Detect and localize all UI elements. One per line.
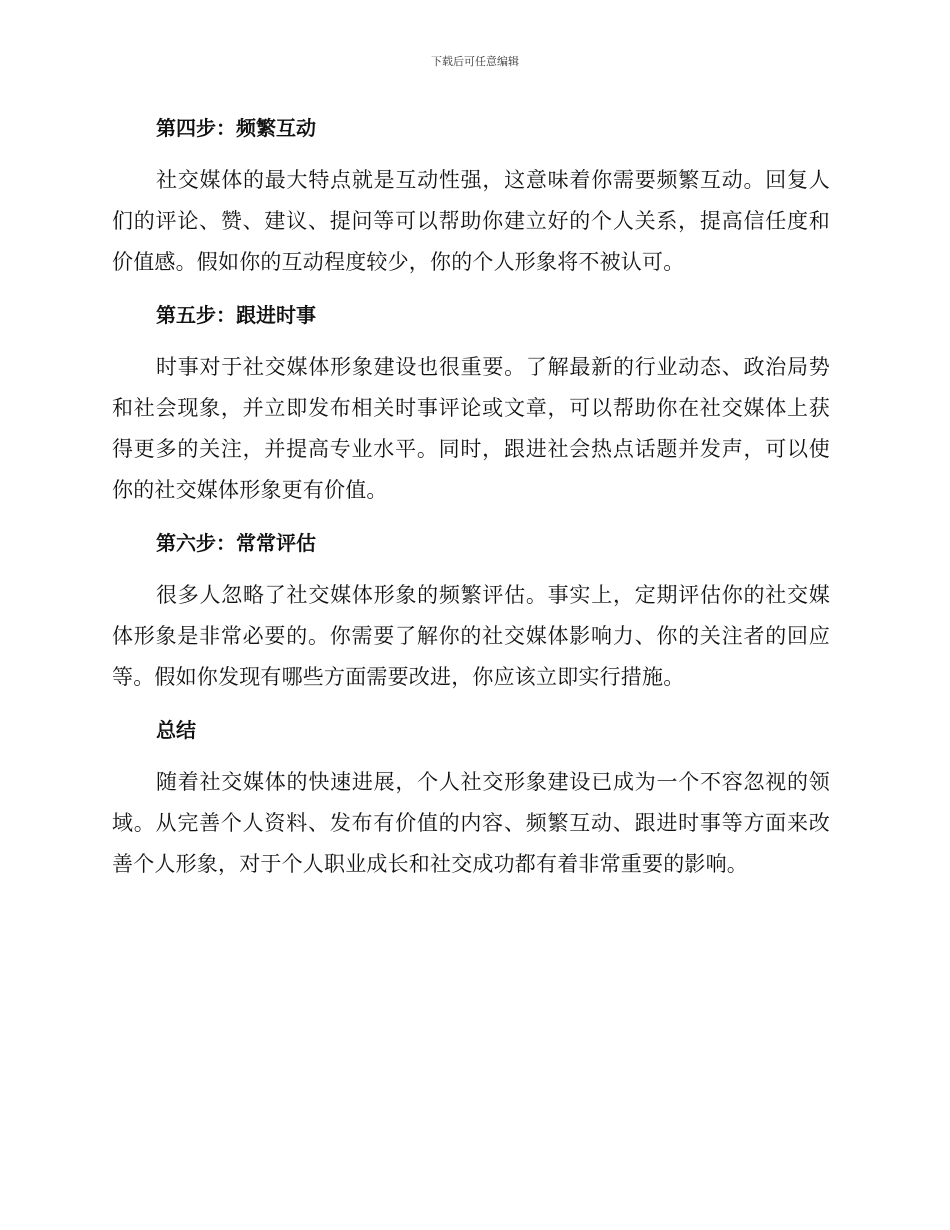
section-step-six: [112, 523, 830, 698]
section-paragraph: 随着社交媒体的快速进展，个人社交形象建设已成为一个不容忽视的领域。从完善个人资料、发布有价值的内容、频繁互动、跟进时事等方面来改善个人形象，对于个人职业成长和社交成功都有着非常重要的影响。: [112, 770, 830, 876]
section-summary: [112, 710, 830, 885]
section-paragraph: 社交媒体的最大特点就是互动性强，这意味着你需要频繁互动。回复人们的评论、赞、建议、提问等可以帮助你建立好的个人关系，提高信任度和价值感。假如你的互动程度较少，你的个人形象将不被认可。: [112, 168, 830, 274]
section-paragraph: 时事对于社交媒体形象建设也很重要。了解最新的行业动态、政治局势和社会现象，并立即发布相关时事评论或文章，可以帮助你在社交媒体上获得更多的关注，并提高专业水平。同时，跟进社会热点话题并发声，可以使你的社交媒体形象更有价值。: [112, 355, 830, 502]
section-heading: 第四步：频繁互动: [156, 116, 316, 140]
section-step-five: [112, 295, 830, 511]
section-heading: 第六步：常常评估: [156, 531, 316, 555]
document-body: [112, 108, 830, 897]
section-paragraph: 很多人忽略了社交媒体形象的频繁评估。事实上，定期评估你的社交媒体形象是非常必要的。你需要了解你的社交媒体影响力、你的关注者的回应等。假如你发现有哪些方面需要改进，你应该立即实行措施。: [112, 583, 830, 689]
section-step-four: [112, 108, 830, 283]
section-heading: 总结: [156, 718, 196, 742]
page-header: 下载后可任意编辑: [431, 55, 519, 68]
section-heading: 第五步：跟进时事: [156, 303, 316, 327]
